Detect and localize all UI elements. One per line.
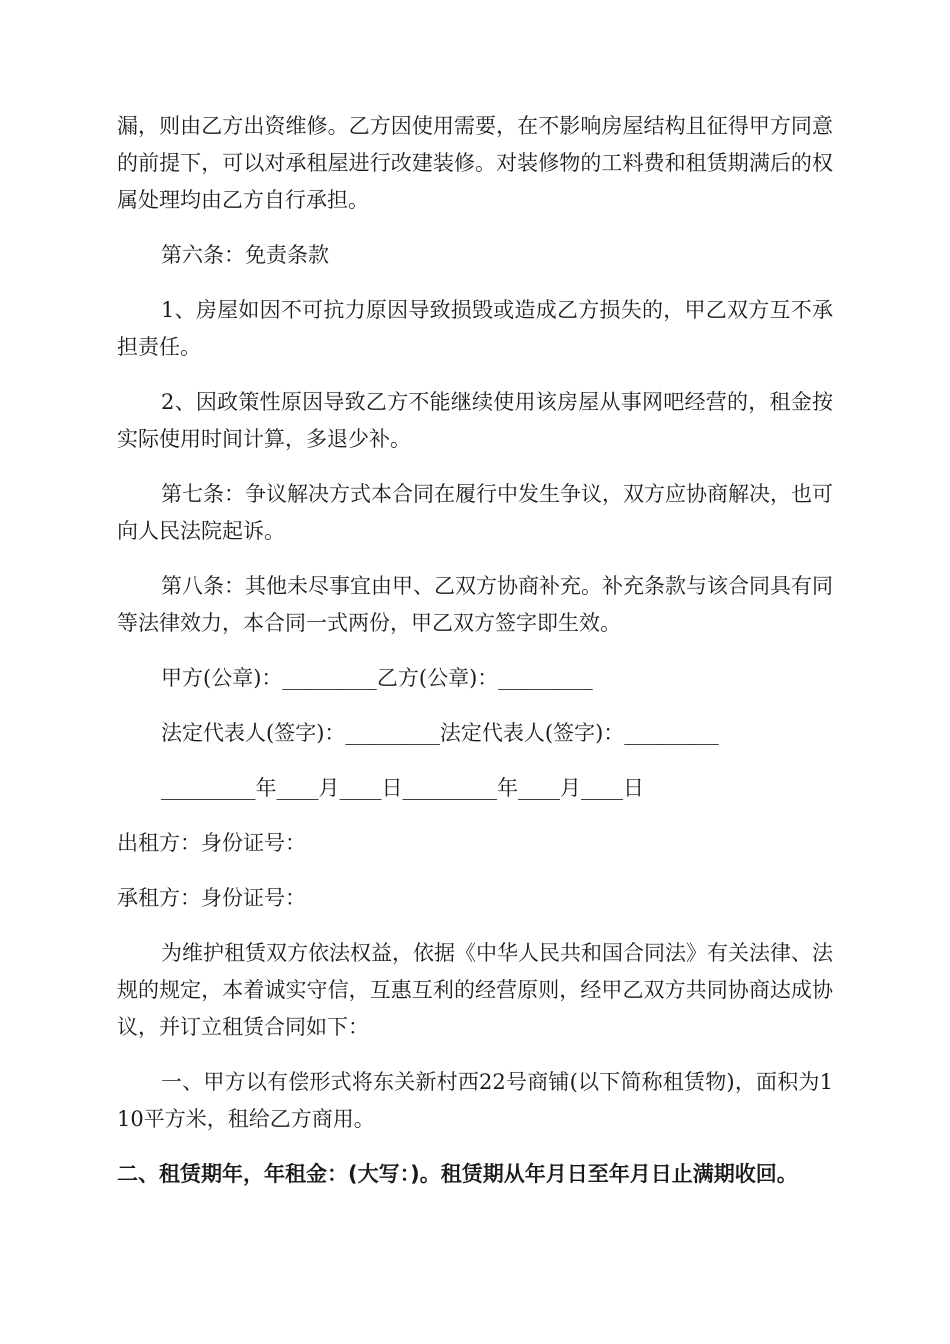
lessee-id-line: 承租方：身份证号： xyxy=(117,886,306,910)
paragraph-preamble: 为维护租赁双方依法权益，依据《中华人民共和国合同法》有关法律、法规的规定，本着诚实守信，互惠互利的经营原则，经甲乙双方共同协商达成协议，并订立租赁合同如下： xyxy=(117,941,833,1039)
signature-seal-line: 甲方(公章)：_________乙方(公章)：_________ xyxy=(161,666,593,690)
paragraph-article-8: 第八条：其他未尽事宜由甲、乙双方协商补充。补充条款与该合同具有同等法律效力，本合同一式两份，甲乙双方签字即生效。 xyxy=(117,574,833,635)
signature-representative-line: 法定代表人(签字)：_________法定代表人(签字)：_________ xyxy=(161,721,719,745)
paragraph-clause-1: 一、甲方以有偿形式将东关新村西22号商铺(以下简称租赁物)，面积为110平方米，租给乙方商用。 xyxy=(117,1070,833,1131)
heading-article-6: 第六条：免责条款 xyxy=(161,243,329,267)
signature-date-line: _________年____月____日_________年____月____日 xyxy=(161,776,644,800)
paragraph-clause-2: 二、租赁期年，年租金：(大写：)。租赁期从年月日至年月日止满期收回。 xyxy=(117,1162,798,1186)
document-page xyxy=(117,108,833,1211)
paragraph-article-7: 第七条：争议解决方式本合同在履行中发生争议，双方应协商解决，也可向人民法院起诉。 xyxy=(117,482,833,543)
paragraph-force-majeure: 1、房屋如因不可抗力原因导致损毁或造成乙方损失的，甲乙双方互不承担责任。 xyxy=(117,298,833,359)
paragraph-repair: 漏，则由乙方出资维修。乙方因使用需要，在不影响房屋结构且征得甲方同意的前提下，可以对承租屋进行改建装修。对装修物的工料费和租赁期满后的权属处理均由乙方自行承担。 xyxy=(117,114,833,212)
paragraph-policy: 2、因政策性原因导致乙方不能继续使用该房屋从事网吧经营的，租金按实际使用时间计算，多退少补。 xyxy=(117,390,833,451)
lessor-id-line: 出租方：身份证号： xyxy=(117,831,306,855)
